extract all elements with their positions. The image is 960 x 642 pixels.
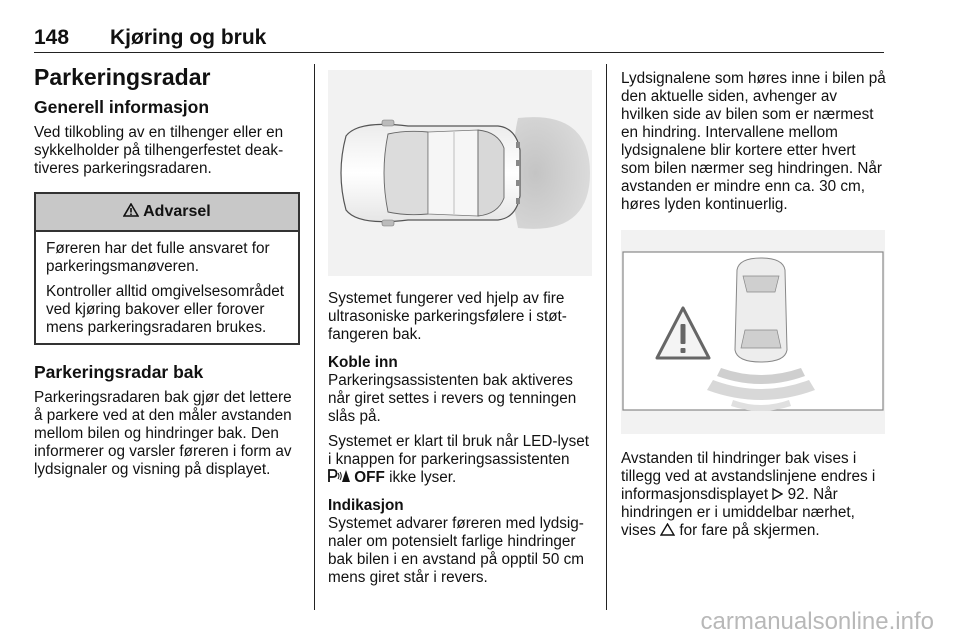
warning-title: Advarsel bbox=[143, 203, 211, 220]
off-label: OFF bbox=[354, 469, 385, 486]
led-text-start: Systemet er klart til bruk når LED-lyset i knappen for parkeringsassistenten bbox=[328, 433, 589, 468]
display-text bbox=[621, 450, 887, 540]
display-text-middle: 92. Når hindringen er i umiddelbar nærhet, vises bbox=[621, 486, 855, 539]
subtitle-general: Generell informasjon bbox=[34, 97, 210, 117]
column-divider-2 bbox=[606, 64, 607, 610]
warning-text-2: Kontroller alltid omgivelsesområdet ved kjøring bakover eller forover mens parkeringsradaren brukes. bbox=[46, 283, 285, 336]
column-divider-1 bbox=[314, 64, 315, 610]
display-illustration bbox=[621, 230, 885, 434]
intro-text: Ved tilkobling av en tilhenger eller en sykkelholder på tilhengerfestet deaktiveres parkeringsradaren. bbox=[34, 124, 284, 177]
led-text bbox=[328, 433, 592, 487]
warning-icon bbox=[123, 203, 143, 220]
car-sensor-illustration bbox=[328, 70, 592, 276]
page-number: 148 bbox=[34, 26, 70, 49]
sensor-caption: Systemet fungerer ved hjelp av fire ultrasoniske parkeringsfølere i støtfangeren bak. bbox=[328, 290, 567, 343]
warning-box bbox=[34, 192, 300, 345]
heading-indication: Indikasjon bbox=[328, 497, 404, 514]
subtitle-rear-radar: Parkeringsradar bak bbox=[34, 362, 204, 382]
page-ref-icon bbox=[772, 486, 787, 503]
indication-text: Systemet advarer føreren med lydsignaler om potensielt farlige hindringer bak bilen i en avstand på opptil 50 cm mens giret står i revers. bbox=[328, 515, 584, 586]
activate-text: Parkeringsassistenten bak aktiveres når giret settes i revers og tenningen slås på. bbox=[328, 372, 577, 425]
watermark: carmanualsonline.info bbox=[700, 608, 934, 635]
park-assist-icon bbox=[328, 469, 350, 483]
chapter-title: Parkeringsradar bbox=[34, 64, 211, 90]
display-text-end: for fare på skjermen. bbox=[679, 522, 820, 539]
section-title: Kjøring og bruk bbox=[110, 26, 267, 49]
column-3 bbox=[621, 70, 887, 547]
rear-radar-text: Parkeringsradaren bak gjør det lettere å parkere ved at den måler avstanden mellom bilen og hindringer bak. Den informerer og varsler føreren i form av lydsignaler og visning på displayet. bbox=[34, 389, 292, 478]
display-text-start: Avstanden til hindringer bak vises i tillegg ved at avstandslinjene endres i informasjonsdisplayet bbox=[621, 450, 876, 503]
led-text-end: ikke lyser. bbox=[389, 469, 457, 486]
column-1 bbox=[34, 64, 300, 486]
danger-icon bbox=[660, 522, 679, 539]
warning-header bbox=[36, 194, 298, 232]
warning-text-1: Føreren har det fulle ansvaret for parkeringsmanøveren. bbox=[46, 240, 270, 275]
signal-text: Lydsignalene som høres inne i bilen på den aktuelle siden, avhenger av hvilken side av bilen som er nærmest en hindring. Intervallene mellom lydsignalene blir kortere etter hvert som bilen nærmer seg hindringen. Når avstanden er mindre enn ca. 30 cm, høres lyden kontinuerlig. bbox=[621, 70, 886, 213]
column-2 bbox=[328, 70, 592, 594]
heading-activate: Koble inn bbox=[328, 354, 398, 371]
header-rule bbox=[34, 52, 884, 53]
